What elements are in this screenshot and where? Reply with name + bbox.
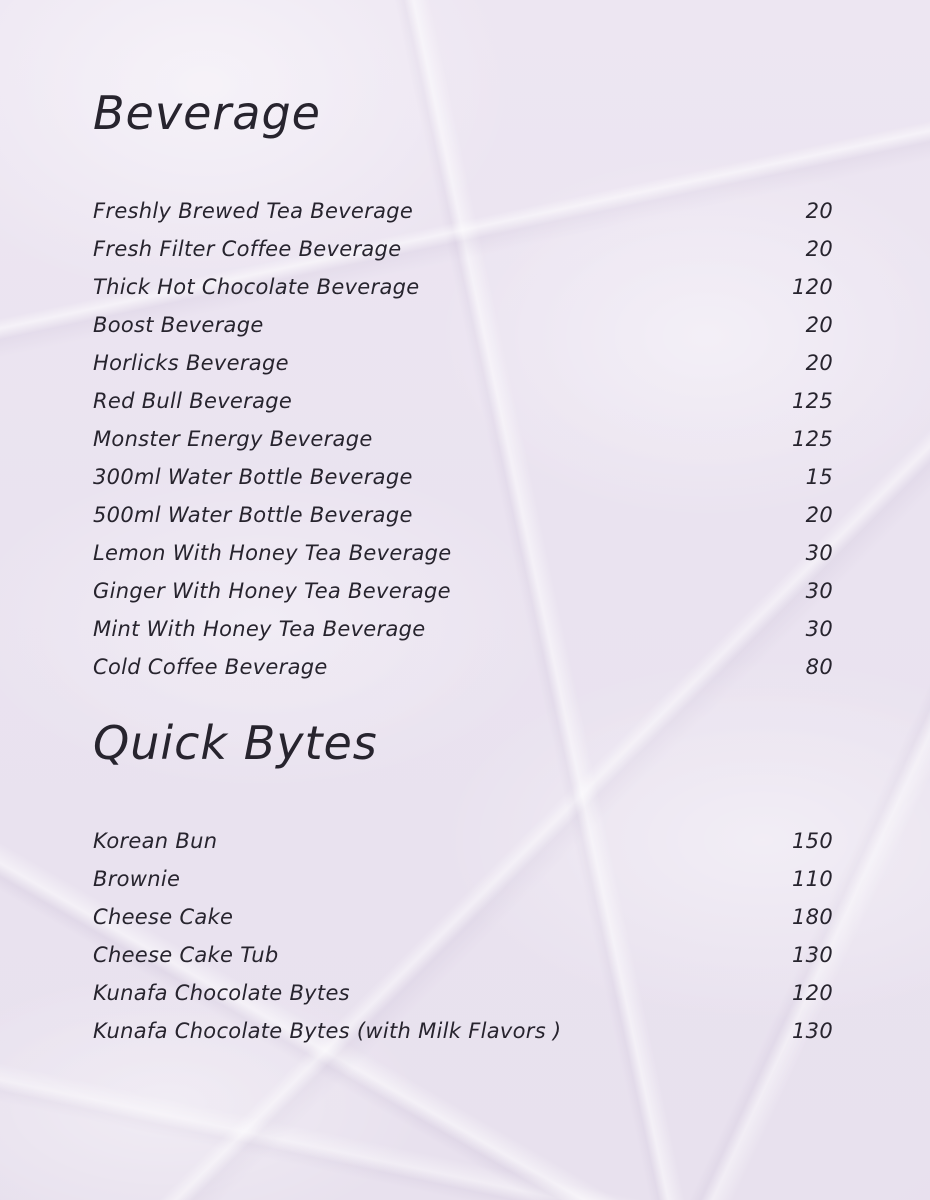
menu-row xyxy=(93,534,833,572)
item-price: 150 xyxy=(792,829,833,853)
item-price: 110 xyxy=(792,867,833,891)
item-name: 500ml Water Bottle Beverage xyxy=(93,503,413,527)
item-price: 30 xyxy=(805,579,833,603)
menu-row xyxy=(93,420,833,458)
menu-row xyxy=(93,860,833,898)
item-price: 20 xyxy=(805,313,833,337)
menu-row xyxy=(93,268,833,306)
section-title-beverage: Beverage xyxy=(93,86,321,140)
item-price: 30 xyxy=(805,617,833,641)
menu-row xyxy=(93,496,833,534)
item-name: Fresh Filter Coffee Beverage xyxy=(93,237,402,261)
menu-row xyxy=(93,974,833,1012)
item-price: 15 xyxy=(805,465,833,489)
item-name: Horlicks Beverage xyxy=(93,351,289,375)
menu-row xyxy=(93,230,833,268)
item-price: 120 xyxy=(792,275,833,299)
item-price: 130 xyxy=(792,943,833,967)
item-price: 20 xyxy=(805,503,833,527)
section-title-quick-bytes: Quick Bytes xyxy=(93,716,378,770)
item-price: 30 xyxy=(805,541,833,565)
menu-row xyxy=(93,898,833,936)
menu-row xyxy=(93,192,833,230)
menu-row xyxy=(93,572,833,610)
menu-row xyxy=(93,648,833,686)
quick-bytes-list xyxy=(93,822,833,1050)
item-price: 80 xyxy=(805,655,833,679)
item-price: 125 xyxy=(792,427,833,451)
menu-row xyxy=(93,344,833,382)
menu-row xyxy=(93,822,833,860)
item-name: Thick Hot Chocolate Beverage xyxy=(93,275,420,299)
item-price: 125 xyxy=(792,389,833,413)
item-price: 20 xyxy=(805,199,833,223)
item-name: Kunafa Chocolate Bytes (with Milk Flavors ) xyxy=(93,1019,562,1043)
item-name: Boost Beverage xyxy=(93,313,264,337)
item-name: Freshly Brewed Tea Beverage xyxy=(93,199,414,223)
beverage-list xyxy=(93,192,833,686)
item-name: Mint With Honey Tea Beverage xyxy=(93,617,426,641)
item-name: Monster Energy Beverage xyxy=(93,427,373,451)
item-name: Cheese Cake xyxy=(93,905,234,929)
menu-row xyxy=(93,306,833,344)
item-price: 120 xyxy=(792,981,833,1005)
item-name: Kunafa Chocolate Bytes xyxy=(93,981,350,1005)
item-name: Red Bull Beverage xyxy=(93,389,293,413)
menu-row xyxy=(93,382,833,420)
menu-row xyxy=(93,458,833,496)
item-price: 20 xyxy=(805,351,833,375)
item-name: Cheese Cake Tub xyxy=(93,943,279,967)
menu-row xyxy=(93,1012,833,1050)
item-name: 300ml Water Bottle Beverage xyxy=(93,465,413,489)
menu-row xyxy=(93,936,833,974)
item-name: Ginger With Honey Tea Beverage xyxy=(93,579,451,603)
item-name: Korean Bun xyxy=(93,829,218,853)
item-name: Brownie xyxy=(93,867,181,891)
item-price: 180 xyxy=(792,905,833,929)
menu-row xyxy=(93,610,833,648)
item-price: 130 xyxy=(792,1019,833,1043)
item-price: 20 xyxy=(805,237,833,261)
item-name: Cold Coffee Beverage xyxy=(93,655,328,679)
item-name: Lemon With Honey Tea Beverage xyxy=(93,541,452,565)
